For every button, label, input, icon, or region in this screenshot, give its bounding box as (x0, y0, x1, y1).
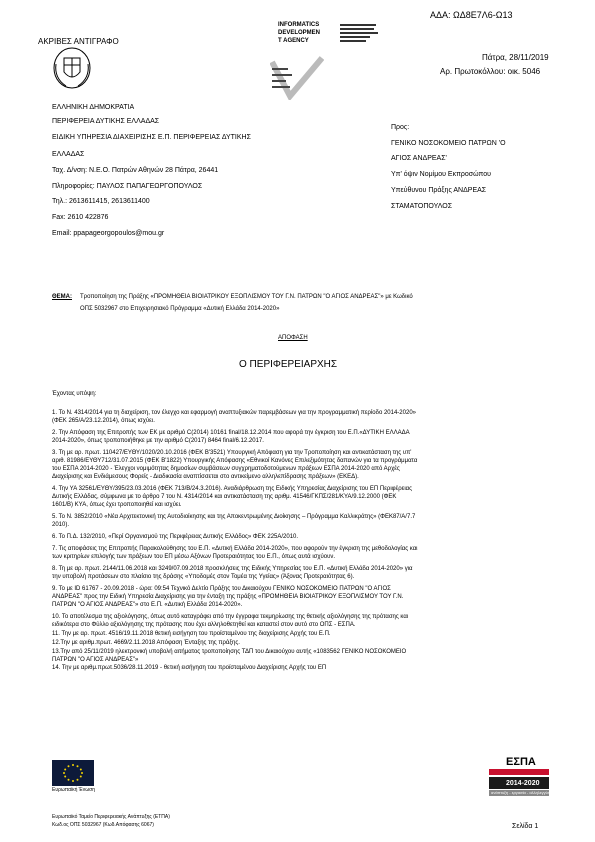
regional-governor-title: Ο ΠΕΡΙΦΕΡΕΙΑΡΧΗΣ (239, 359, 338, 370)
hellenic-seal-icon (52, 44, 92, 90)
recipient-to-label: Προς: (391, 124, 410, 131)
ada-code: ΑΔΑ: ΩΔ8Ε7Λ6-Ω13 (430, 10, 513, 20)
subject-line: ΟΠΣ 5032967 στο Επιχειρησιακό Πρόγραμμα «Δυτική Ελλάδα 2014-2020» (80, 306, 280, 312)
footer-code-line: Κωδ.ος ΟΠΣ 5032967 (Κωδ.Απόφασης 6067) (52, 822, 154, 828)
stamp-line-1: INFORMATICS (278, 22, 320, 28)
signature-check-icon (270, 56, 324, 100)
having-regard-label: Έχοντας υπόψη: (52, 391, 97, 397)
eu-label: Ευρωπαϊκή Ένωση (52, 787, 95, 793)
list-item: ΠΑΤΡΩΝ "Ο ΑΓΙΟΣ ΑΝΔΡΕΑΣ"» στο Ε.Π. «Δυτική Ελλάδα 2014-2020». (52, 602, 243, 608)
espa-slogan: ανάπτυξη - εργασία - αλληλεγγύη (491, 790, 551, 795)
sender-address: Ταχ. Δ/νση: Ν.Ε.Ο. Πατρών Αθηνών 28 Πάτρα, 26441 (52, 167, 219, 174)
sender-line: ΕΙΔΙΚΗ ΥΠΗΡΕΣΙΑ ΔΙΑΧΕΙΡΙΣΗΣ Ε.Π. ΠΕΡΙΦΕΡΕΙΑΣ ΔΥΤΙΚΗΣ (52, 134, 251, 141)
eu-flag-icon (52, 760, 94, 786)
list-item: του ΕΣΠΑ 2014-2020 - Έλεγχοι νομιμότητας δημοσίων συμβάσεων συγχρηματοδοτούμενων πράξεων ΕΣΠΑ 2014-2020 από Αρχές (52, 466, 400, 472)
list-item: Δυτικής Ελλάδας, σύμφωνα με το άρθρο 7 του Ν. 4314/2014 και αντικατάσταση της αριθμ. 41546/ΓΚΠΣ/281/ΚΥΑ/9.12.2000 (ΦΕΚ (52, 494, 397, 500)
list-item: ΑΝΔΡΕΑΣ" προς την Ειδική Υπηρεσία Διαχείρισης για την ένταξη της πράξης «ΠΡΟΜΗΘΕΙΑ ΒΙΟΙΑΤΡΙΚΟΥ ΕΞΟΠΛΙΣΜΟΥ ΤΟΥ Γ.Ν. (52, 594, 404, 600)
sender-line: ΕΛΛΑΔΑΣ (52, 151, 85, 158)
recipient-line: ΑΓΙΟΣ ΑΝΔΡΕΑΣ' (391, 155, 447, 162)
list-item: 4. Την ΥΑ 32561/ΕΥΘΥ/395/23.03.2016 (ΦΕΚ 713/Β/24.3.2016). Αναδιάρθρωση της Ειδικής Υπηρεσίας Διαχείρισης του ΕΠ Περιφέρειας (52, 486, 413, 492)
recipient-line: Υπ' όψιν Νομίμου Εκπροσώπου (391, 171, 491, 178)
list-item: 1601/Β) ΚΥΑ, όπως έχει τροποποιηθεί και ισχύει. (52, 502, 182, 508)
list-item: 8. Τη με αρ. πρωτ. 2144/11.06.2018 και 3249/07.09.2018 προσκλήσεις της Ειδικής Υπηρεσίας του Ε.Π. «Δυτική Ελλάδα 2014-2020» για (52, 566, 413, 572)
sender-phone: Τηλ.: 2613611415, 2613611400 (52, 198, 150, 205)
stamp-fine-print (340, 22, 380, 52)
list-item: των κριτηρίων επιλογής των πράξεων του ΕΠ μέσω Αξόνων Προτεραιότητας του Ε.Π., όπως αυτά ισχύουν. (52, 554, 336, 560)
list-item: 14. Την με αριθμ.πρωτ.5036/28.11.2019 - θετική εισήγηση του προϊσταμένου Διαχείρισης Αρχής του ΕΠ (52, 665, 327, 671)
recipient-line: ΓΕΝΙΚΟ ΝΟΣΟΚΟΜΕΙΟ ΠΑΤΡΩΝ 'Ο (391, 140, 506, 147)
list-item: την υποβολή προτάσεων στο πλαίσιο της δράσης «Υποδομές στον Τομέα της Υγείας» (Άξονας Προτεραιότητας 6). (52, 574, 355, 580)
sender-info-person: Πληροφορίες: ΠΑΥΛΟΣ ΠΑΠΑΓΕΩΡΓΟΠΟΥΛΟΣ (52, 183, 203, 190)
list-item: (ΦΕΚ 265/Α/23.12.2014), όπως ισχύει. (52, 418, 155, 424)
decision-heading: ΑΠΟΦΑΣΗ (278, 335, 308, 341)
list-item: 1. Το Ν. 4314/2014 για τη διαχείριση, τον έλεγχο και εφαρμογή αναπτυξιακών παρεμβάσεων για την προγραμματική περίοδο 2014-2020» (52, 410, 416, 416)
sender-line: ΕΛΛΗΝΙΚΗ ΔΗΜΟΚΡΑΤΙΑ (52, 104, 135, 111)
list-item: 11. Την με αρ. πρωτ. 4516/19.11.2018 θετική εισήγηση του προϊσταμένου της διαχείρισης Αρχής του Ε.Π. (52, 631, 331, 637)
sender-line: ΠΕΡΙΦΕΡΕΙΑ ΔΥΤΙΚΗΣ ΕΛΛΑΔΑΣ (52, 118, 160, 125)
espa-word: ΕΣΠΑ (506, 756, 536, 768)
list-item: Διαχείρισης και Ενδιάμεσους Φορείς - Διαδικασία αναπτίσσεται στο αντικείμενο αλληλεπίδρασης πράξεων» (ΕΚΕΔ). (52, 474, 359, 480)
list-item: 12.Την με αριθμ.πρωτ. 4669/2.11.2018 Απόφαση Ένταξης της πράξης. (52, 640, 240, 646)
list-item: ΠΑΤΡΩΝ "Ο ΑΓΙΟΣ ΑΝΔΡΕΑΣ"» (52, 657, 139, 663)
footer-fund-line: Ευρωπαϊκό Ταμείο Περιφερειακής Ανάπτυξης (ΕΤΠΑ) (52, 814, 170, 820)
certified-copy-label: ΑΚΡΙΒΕΣ ΑΝΤΙΓΡΑΦΟ (38, 37, 119, 46)
document-date: Πάτρα, 28/11/2019 (482, 53, 549, 62)
list-item: 2010). (52, 522, 70, 528)
protocol-number: Αρ. Πρωτοκόλλου: οικ. 5046 (440, 67, 541, 76)
subject-label: ΘΕΜΑ: (52, 294, 72, 300)
sender-fax: Fax: 2610 422876 (52, 214, 109, 221)
subject-line: Τροποποίηση της Πράξης «ΠΡΟΜΗΘΕΙΑ ΒΙΟΙΑΤΡΙΚΟΥ ΕΞΟΠΛΙΣΜΟΥ ΤΟΥ Γ.Ν. ΠΑΤΡΩΝ "Ο ΑΓΙΟΣ ΑΝΔΡΕΑΣ"» με Κωδικό (80, 294, 413, 300)
stamp-line-2: DEVELOPMEN (278, 30, 321, 36)
list-item: 2014-2020», όπως τροποποιήθηκε με την αριθμό C(2017) 8464 final/6.12.2017. (52, 438, 264, 444)
list-item: 13.Την από 25/11/2019 ηλεκτρονική υποβολή αιτήματος τροποποίησης ΤΔΠ του Δικαιούχου αυτής «1083562 ΓΕΝΙΚΟ ΝΟΣΟΚΟΜΕΙΟ (52, 649, 407, 655)
recipient-line: Υπεύθυνου Πράξης ΑΝΔΡΕΑΣ (391, 187, 487, 194)
list-item: 10. Το αποτέλεσμα της αξιολόγησης, όπως αυτό καταγράφει από την έγγραφα τεκμηρίωσης της θετικής αξιολόγησης της πρότασης και (52, 614, 409, 620)
list-item: 5. Το Ν. 3852/2010 «Νέα Αρχιτεκτονική της Αυτοδιοίκησης και της Αποκεντρωμένης Διοίκησης – Πρόγραμμα Καλλικράτης» (ΦΕΚ87/Α/7.7 (52, 514, 416, 520)
sender-email: Email: ppapageorgopoulos@mou.gr (52, 230, 165, 237)
page-number: Σελίδα 1 (512, 823, 539, 830)
list-item: 7. Τις αποφάσεις της Επιτροπής Παρακολούθησης του Ε.Π. «Δυτική Ελλάδα 2014-2020», που αφορούν την έγκριση της μεθοδολογίας και (52, 546, 418, 552)
list-item: 6. Το Π.Δ. 132/2010, «Περί Οργανισμού της Περιφέρειας Δυτικής Ελλάδος» ΦΕΚ 225Α/2010. (52, 534, 299, 540)
list-item: ειδικότερα στο Φύλλο αξιολόγησης της πρότασης που έχει αλληλοθετηθεί και καταστεί στον αυτό στο ΟΠΣ - ΕΣΠΑ. (52, 622, 356, 628)
recipient-line: ΣΤΑΜΑΤΟΠΟΥΛΟΣ (391, 203, 453, 210)
list-item: 2. Την Απόφαση της Επιτροπής των ΕΚ με αριθμό C(2014) 10161 final/18.12.2014 που αφορά την έγκριση του Ε.Π.«ΔΥΤΙΚΗ ΕΛΛΑΔΑ (52, 430, 410, 436)
list-item: αριθ. 81986/ΕΥΘΥ712/31.07.2015 (ΦΕΚ Β'1822) Υπουργικής Απόφασης «Εθνικοί Κανόνες Επιλεξιμότητας δαπανών για τα προγράμματα (52, 458, 418, 464)
stamp-line-3: T AGENCY (278, 38, 309, 44)
espa-logo (488, 757, 550, 797)
espa-years: 2014-2020 (506, 780, 540, 787)
list-item: 9. Το με ID 61767 - 20.09.2018 - ώρα: 09:54 Τεχνικό Δελτίο Πράξης του Δικαιούχου ΓΕΝΙΚΟ ΝΟΣΟΚΟΜΕΙΟ ΠΑΤΡΩΝ "Ο ΑΓΙΟΣ (52, 586, 391, 592)
list-item: 3. Τη με αρ. πρωτ. 110427/ΕΥΘΥ/1020/20.10.2016 (ΦΕΚ Β'3521) Υπουργική Απόφαση για την Τροποποίηση και αντικατάσταση της υπ' (52, 450, 412, 456)
